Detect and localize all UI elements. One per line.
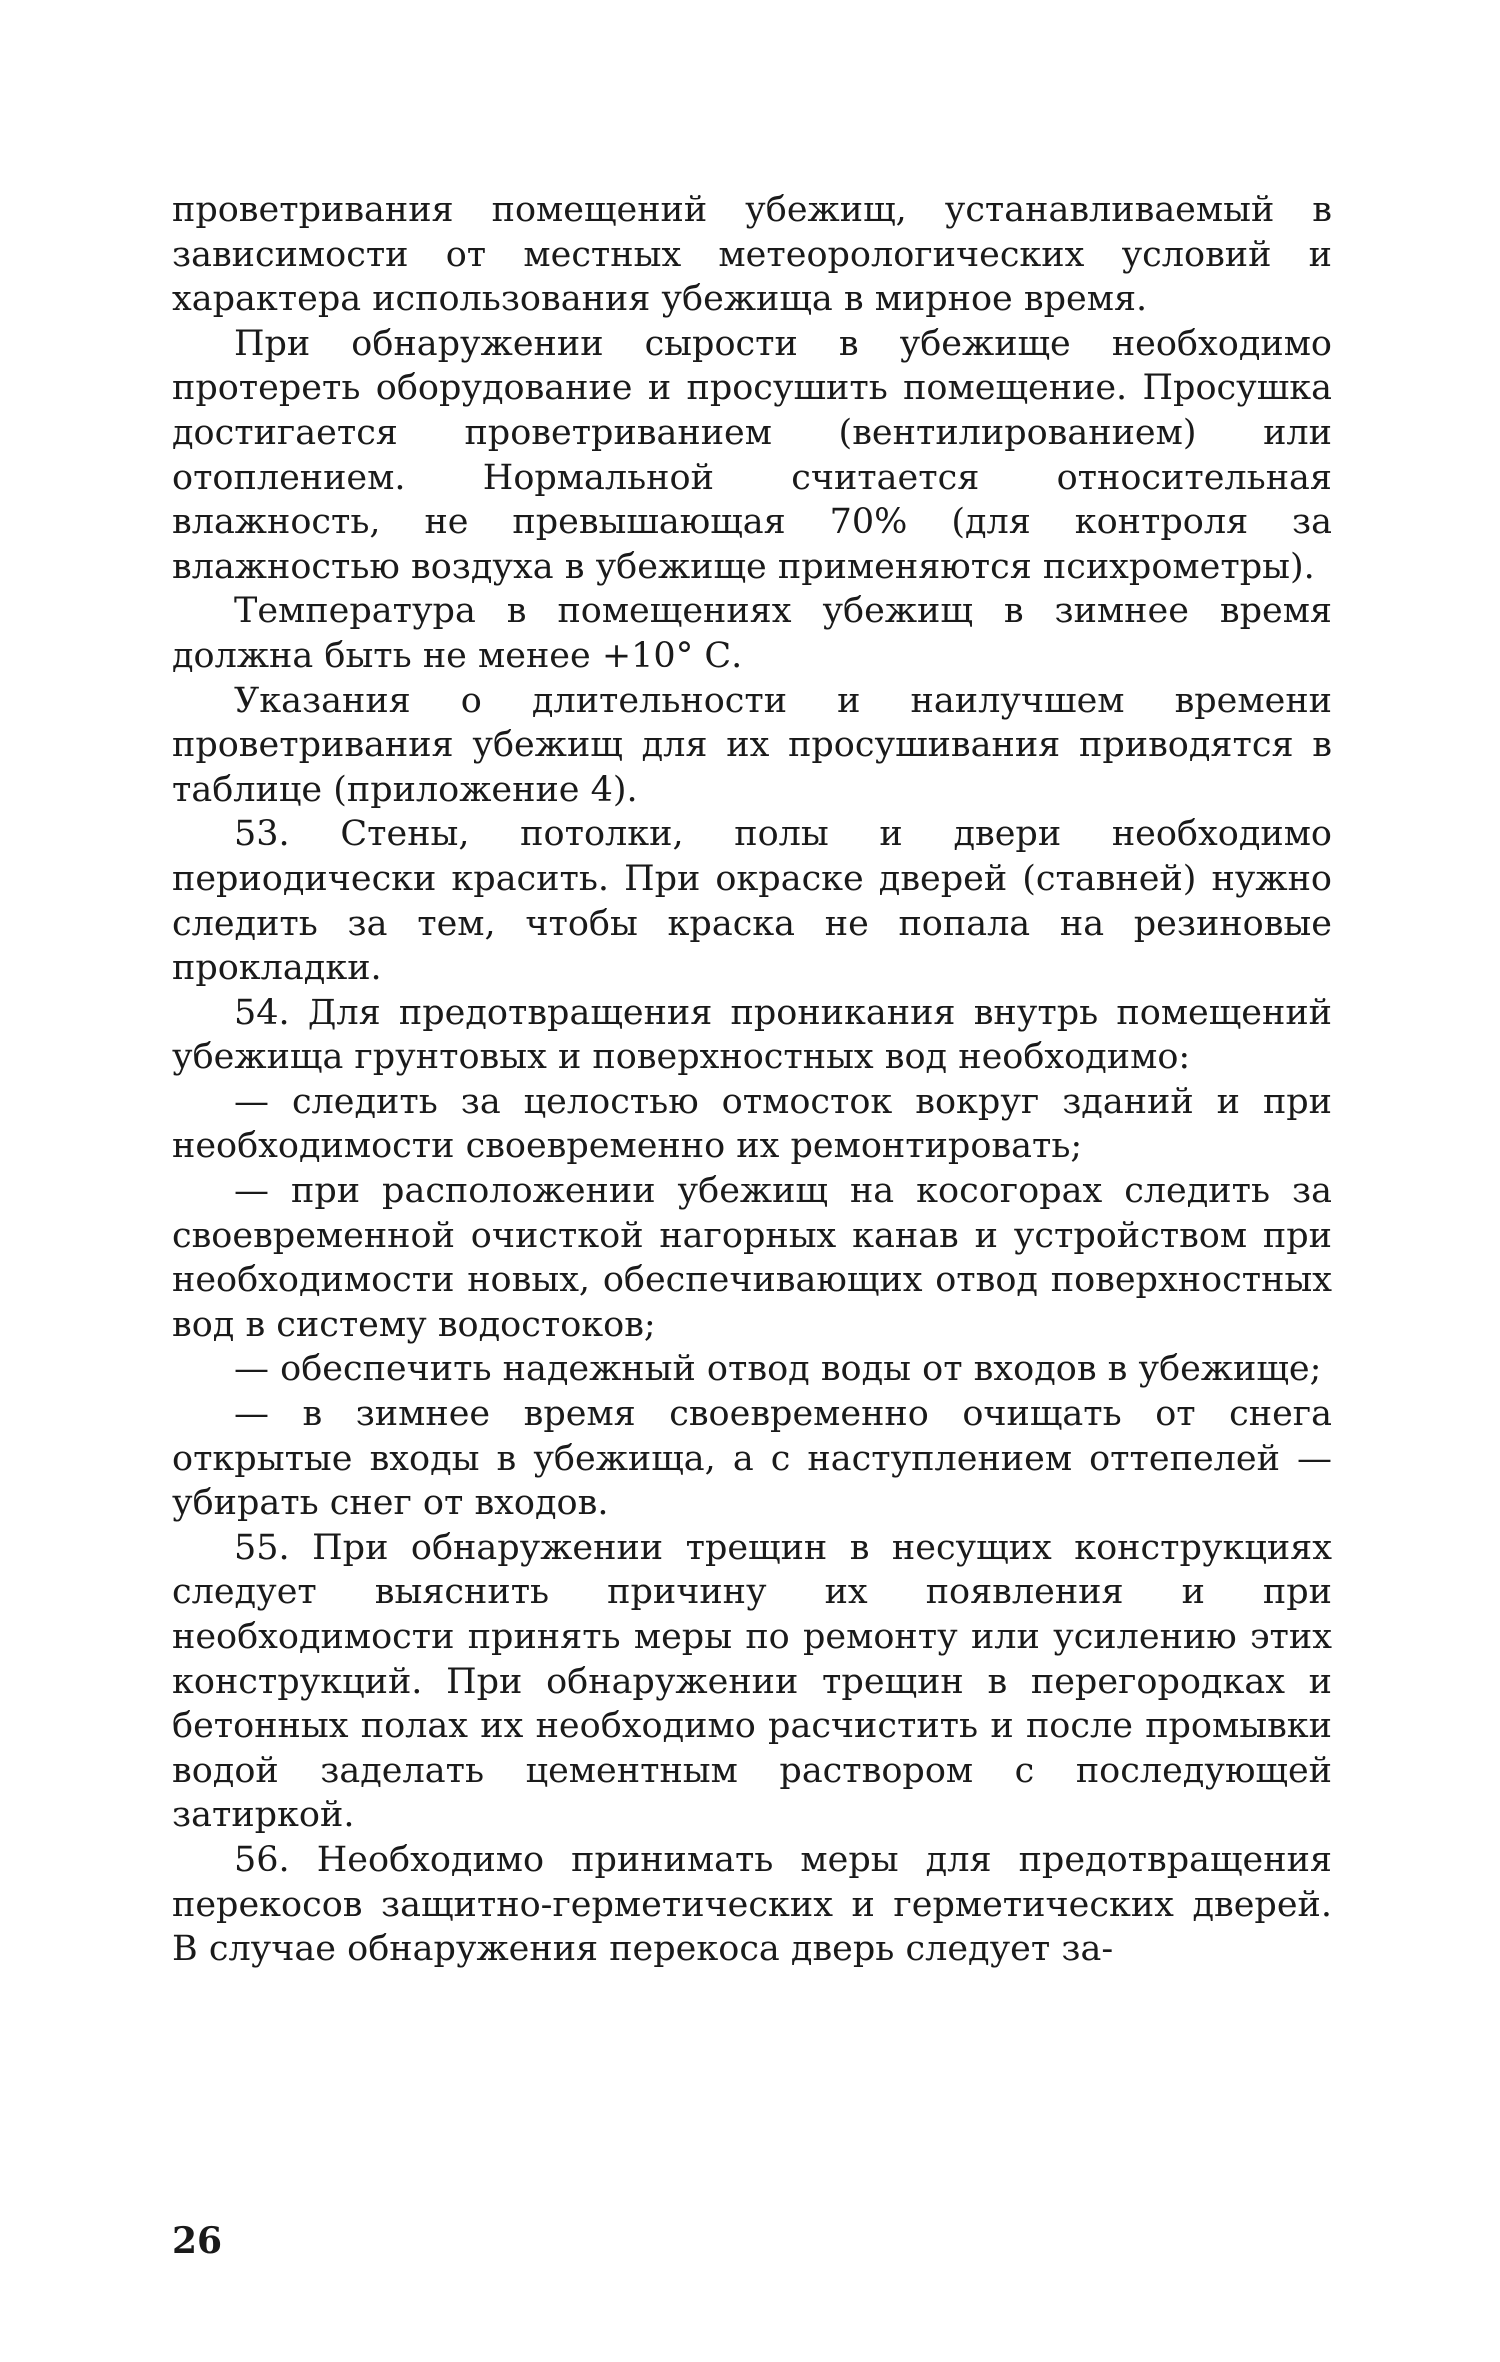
paragraph-item-56: 56. Необходимо принимать меры для предотвращения перекосов защитно-герметических и герметических дверей. В случае обнаружения перекоса дверь следует за- — [172, 1839, 1332, 1970]
list-item-drainage: — следить за целостью отмосток вокруг зданий и при необходимости своевременно их ремонтировать; — [172, 1081, 1332, 1167]
paragraph-temperature: Температура в помещениях убежищ в зимнее время должна быть не менее +10° С. — [172, 591, 1332, 676]
page-number: 26 — [172, 2220, 223, 2262]
list-item-slopes: — при расположении убежищ на косогорах следить за своевременной очисткой нагорных канав и устройством при необходимости новых, обеспечивающих отвод поверхностных вод в систему водостоков; — [172, 1171, 1332, 1345]
paragraph-ventilation-table: Указания о длительности и наилучшем времени проветривания убежищ для их просушивания приводятся в таблице (приложение 4). — [172, 680, 1332, 810]
paragraph-item-54: 54. Для предотвращения проникания внутрь помещений убежища грунтовых и поверхностных вод необходимо: — [172, 992, 1332, 1078]
paragraph-dampness: При обнаружении сырости в убежище необходимо протереть оборудование и просушить помещение. Просушка достигается проветриванием (вентилированием) или отоплением. Нормальной считается относительная влажность, не превышающая 70% (для контроля за влажностью воздуха в убежище применяются психрометры). — [172, 323, 1332, 587]
paragraph-continuation: проветривания помещений убежищ, устанавливаемый в зависимости от местных метеорологических условий и характера использования убежища в мирное время. — [172, 190, 1332, 320]
list-item-entrances: — обеспечить надежный отвод воды от входов в убежище; — [234, 1349, 1322, 1390]
list-item-snow: — в зимнее время своевременно очищать от снега открытые входы в убежища, а с наступлением оттепелей — убирать снег от входов. — [172, 1394, 1332, 1524]
paragraph-item-55: 55. При обнаружении трещин в несущих конструкциях следует выяснить причину их появления и при необходимости принять меры по ремонту или усилению этих конструкций. При обнаружении трещин в перегородках и бетонных полах их необходимо расчистить и после промывки водой заделать цементным раствором с последующей затиркой. — [172, 1527, 1332, 1836]
page-body — [172, 188, 1332, 1972]
paragraph-item-53: 53. Стены, потолки, полы и двери необходимо периодически красить. При окраске дверей (ставней) нужно следить за тем, чтобы краска не попала на резиновые прокладки. — [172, 814, 1332, 989]
